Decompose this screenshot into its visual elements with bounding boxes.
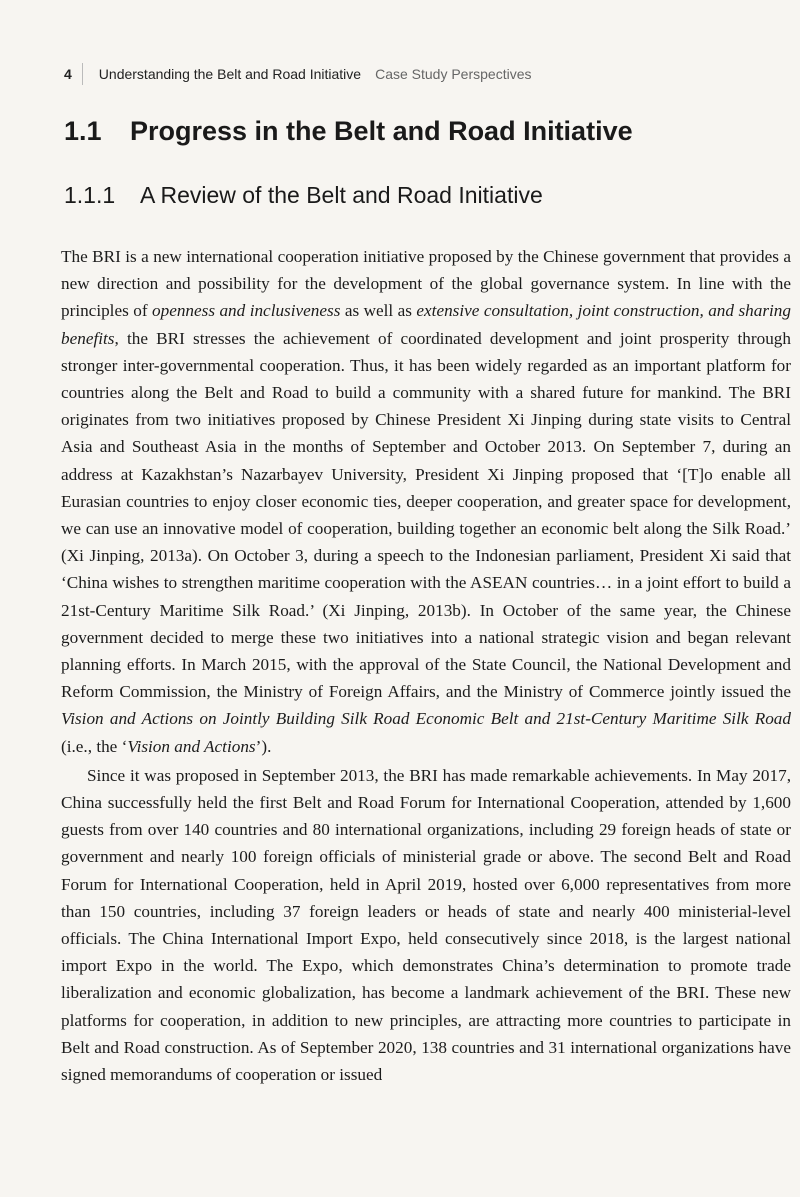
paragraph-2: Since it was proposed in September 2013, the BRI has made remarkable achievements. In May 2017, China successfully held the first Belt and Road Forum for International Cooperation, attended by 1,600 guests from over 140 countries and 80 international organizations, including 29 foreign heads of state or government and nearly 100 foreign officials of ministerial grade or above. The second Belt and Road Forum for International Cooperation, held in April 2019, hosted over 6,000 representatives from more than 150 countries, including 37 foreign leaders or heads of state and nearly 400 ministerial-level officials. The China International Import Expo, held consecutively since 2018, is the largest national import Expo in the world. The Expo, which demonstrates China’s determination to promote trade liberalization and economic globalization, has become a landmark achievement of the BRI. These new platforms for cooperation, in addition to new principles, are attracting more countries to participate in Belt and Road construction. As of September 2020, 138 countries and 31 international organizations have signed memorandums of cooperation or issued — [61, 765, 791, 1085]
paragraph-1-text: as well as — [340, 301, 417, 321]
section-heading — [64, 116, 633, 147]
document-short-title-italic: Vision and Actions — [127, 736, 256, 756]
paragraph-1-text: The BRI is a new international cooperation initiative proposed by the Chinese government that provides a new direction and possibility for the development of the global governance system. In line with the principles of — [61, 247, 791, 321]
subsection-number: 1.1.1 — [64, 182, 116, 208]
book-subtitle: Case Study Perspectives — [375, 66, 532, 82]
paragraph-1-emphasis: openness and inclusiveness — [152, 301, 341, 321]
page-number: 4 — [64, 66, 72, 82]
running-head — [64, 63, 531, 85]
section-number: 1.1 — [64, 116, 102, 146]
paragraph-1-emphasis: extensive consultation, joint construction, and sharing benefits — [61, 301, 791, 348]
document-title-italic: Vision and Actions on Jointly Building Silk Road Economic Belt and 21st-Century Maritime Silk Road — [61, 709, 791, 729]
body-text — [61, 243, 791, 1088]
section-title: Progress in the Belt and Road Initiative — [130, 116, 633, 146]
paragraph-1-text: ’). — [255, 736, 272, 756]
subsection-heading — [64, 182, 543, 209]
book-title: Understanding the Belt and Road Initiative — [98, 66, 362, 82]
paragraph-1 — [61, 243, 791, 760]
paragraph-1-text: (i.e., the ‘ — [61, 736, 128, 756]
paragraph-1-text: , the BRI stresses the achievement of coordinated development and joint prosperity through stronger inter-governmental cooperation. Thus, it has been widely regarded as an important platform for countries along the Belt and Road to build a community with a shared future for mankind. The BRI originates from two initiatives proposed by Chinese President Xi Jinping during state visits to Central Asia and Southeast Asia in the months of September and October 2013. On September 7, during an address at Kazakhstan’s Nazarbayev University, President Xi Jinping proposed that ‘[T]o enable all Eurasian countries to enjoy closer economic ties, deeper cooperation, and greater space for development, we can use an innovative model of cooperation, building together an economic belt along the Silk Road.’ (Xi Jinping, 2013a). On October 3, during a speech to the Indonesian parliament, President Xi said that ‘China wishes to strengthen maritime cooperation with the ASEAN countries… in a joint effort to build a 21st-Century Maritime Silk Road.’ (Xi Jinping, 2013b). In October of the same year, the Chinese government decided to merge these two initiatives into a national strategic vision and began relevant planning efforts. In March 2015, with the approval of the State Council, the National Development and Reform Commission, the Ministry of Foreign Affairs, and the Ministry of Commerce jointly issued the — [61, 328, 791, 702]
subsection-title: A Review of the Belt and Road Initiative — [140, 182, 543, 208]
header-divider — [82, 63, 83, 85]
